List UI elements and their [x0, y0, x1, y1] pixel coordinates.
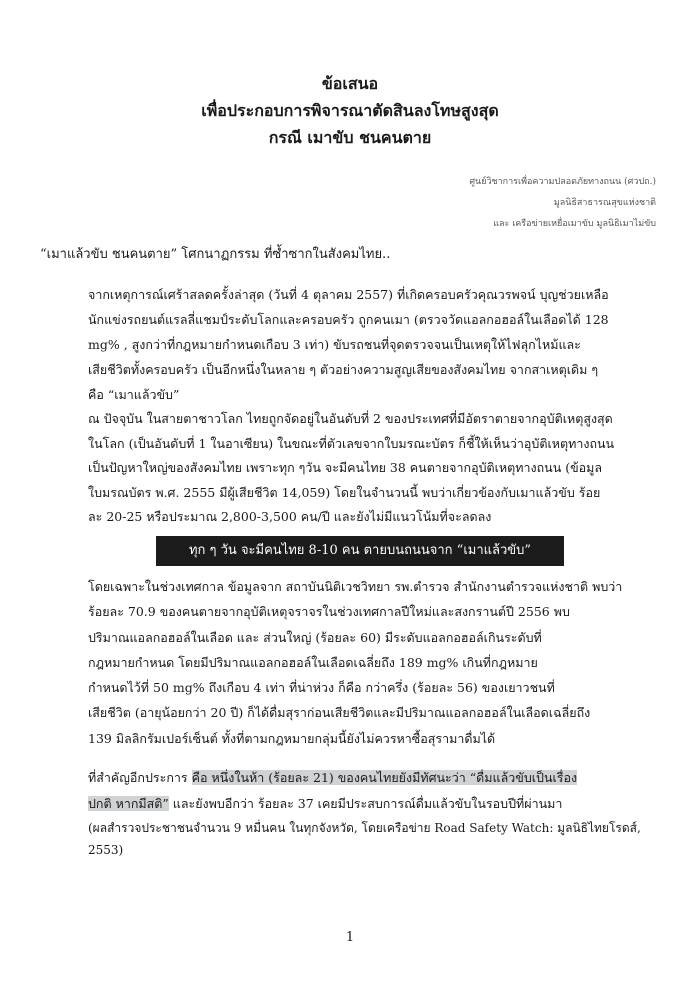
paragraph-3 — [88, 574, 668, 751]
paragraph-line: ในโลก (เป็นอันดับที่ 1 ในอาเซียน) ในขณะที่ตัวเลขจากใบมรณะบัตร ก็ชี้ให้เห็นว่าอุบัติเหตุทางถนน — [88, 435, 615, 451]
paragraph-4 — [88, 765, 668, 861]
paragraph-line: กฎหมายกำหนด โดยมีปริมาณแอลกอฮอล์ในเลือดเฉลี่ยถึง 189 mg% เกินที่กฎหมาย — [88, 654, 538, 670]
organization-line-2: มูลนิธิสาธารณสุขแห่งชาติ — [553, 198, 656, 208]
paragraph-line: ใบมรณบัตร พ.ศ. 2555 มีผู้เสียชีวิต 14,059) โดยในจำนวนนี้ พบว่าเกี่ยวข้องกับเมาแล้วขับ ร้อย — [88, 484, 601, 500]
highlighted-text: คือ หนึ่งในห้า (ร้อยละ 21) ของคนไทยยังมีทัศนะว่า “ดื่มแล้วขับเป็นเรื่อง — [191, 770, 578, 785]
paragraph-line: คือ “เมาแล้วขับ” — [88, 387, 180, 402]
organization-line-1: ศูนย์วิชาการเพื่อความปลอดภัยทางถนน (ศวปถ.) — [469, 177, 656, 187]
highlighted-text: ปกติ หากมีสติ” — [88, 796, 169, 811]
source-citation-line: 2553) — [88, 843, 124, 857]
page-number: 1 — [345, 930, 355, 945]
paragraph-line — [88, 791, 668, 817]
organization-line-3: และ เครือข่ายเหยื่อเมาขับ มูลนิธิเมาไม่ขับ — [493, 219, 656, 229]
paragraph-line: mg% , สูงกว่าที่กฎหมายกำหนดเกือบ 3 เท่า) ขับรถชนที่จุดตรวจจนเป็นเหตุให้ไฟลุกไหม้และ — [88, 337, 581, 352]
paragraph-1 — [88, 282, 668, 407]
lead-heading: “เมาแล้วขับ ชนคนตาย” โศกนาฏกรรม ที่ซ้ำซากในสังคมไทย.. — [40, 247, 391, 262]
title-line-1: ข้อเสนอ — [321, 74, 379, 93]
issuing-organizations — [469, 172, 656, 235]
paragraph-2 — [88, 407, 668, 530]
plain-text: ที่สำคัญอีกประการ — [88, 770, 192, 785]
paragraph-line: โดยเฉพาะในช่วงเทศกาล ข้อมูลจาก สถาบันนิติเวชวิทยา รพ.ตำรวจ สำนักงานตำรวจแห่งชาติ พบว่า — [88, 579, 623, 594]
paragraph-line — [88, 765, 668, 791]
title-line-3: กรณี เมาขับ ชนคนตาย — [268, 128, 432, 147]
source-citation-line: (ผลสำรวจประชาชนจำนวน 9 หมื่นคน ในทุกจังหวัด, โดยเครือข่าย Road Safety Watch: มูลนิธิไทยโรดส์, — [88, 821, 641, 835]
title-line-2: เพื่อประกอบการพิจารณาตัดสินลงโทษสูงสุด — [201, 101, 499, 120]
paragraph-line: นักแข่งรถยนต์แรลลี่แชมป์ระดับโลกและครอบครัว ถูกคนเมา (ตรวจวัดแอลกอฮอล์ในเลือดได้ 128 — [88, 312, 609, 327]
paragraph-line: จากเหตุการณ์เศร้าสลดครั้งล่าสุด (วันที่ 4 ตุลาคม 2557) ที่เกิดครอบครัวคุณวรพจน์ บุญช่วยเหลือ — [88, 287, 609, 302]
paragraph-line: ร้อยละ 70.9 ของคนตายจากอุบัติเหตุจราจรในช่วงเทศกาลปีใหม่และสงกรานต์ปี 2556 พบ — [88, 604, 570, 620]
paragraph-line: เป็นปัญหาใหญ่ของสังคมไทย เพราะทุก ๆวัน จะมีคนไทย 38 คนตายจากอุบัติเหตุทางถนน (ข้อมูล — [88, 460, 603, 475]
paragraph-line: ปริมาณแอลกอฮอล์ในเลือด และ ส่วนใหญ่ (ร้อยละ 60) มีระดับแอลกอฮอล์เกินระดับที่ — [88, 629, 542, 645]
highlight-banner: ทุก ๆ วัน จะมีคนไทย 8-10 คน ตายบนถนนจาก “เมาแล้วขับ” — [156, 536, 564, 566]
document-title — [0, 70, 700, 151]
paragraph-line: ณ ปัจจุบัน ในสายตาชาวโลก ไทยถูกจัดอยู่ในอันดับที่ 2 ของประเทศที่มีอัตราตายจากอุบัติเหตุสูงสุด — [88, 411, 613, 426]
paragraph-line: กำหนดไว้ที่ 50 mg% ถึงเกือบ 4 เท่า ที่น่าห่วง ก็คือ กว่าครึ่ง (ร้อยละ 56) ของเยาวชนที่ — [88, 680, 555, 696]
paragraph-line: ละ 20-25 หรือประมาณ 2,800-3,500 คน/ปี และยังไม่มีแนวโน้มที่จะลดลง — [88, 509, 492, 524]
paragraph-line: 139 มิลลิกรัมเปอร์เซ็นต์ ทั้งที่ตามกฎหมายกลุ่มนี้ยังไม่ควรหาซื้อสุรามาดื่มได้ — [88, 730, 496, 746]
paragraph-line: เสียชีวิตทั้งครอบครัว เป็นอีกหนึ่งในหลาย ๆ ตัวอย่างความสูญเสียของสังคมไทย จากสาเหตุเดิม ๆ — [88, 362, 599, 377]
paragraph-line: เสียชีวิต (อายุน้อยกว่า 20 ปี) ก็ได้ดื่มสุราก่อนเสียชีวิตและมีปริมาณแอลกอฮอล์ในเลือดเฉลี่ยถึง — [88, 705, 591, 721]
plain-text: และยังพบอีกว่า ร้อยละ 37 เคยมีประสบการณ์ดื่มแล้วขับในรอบปีที่ผ่านมา — [168, 796, 563, 811]
